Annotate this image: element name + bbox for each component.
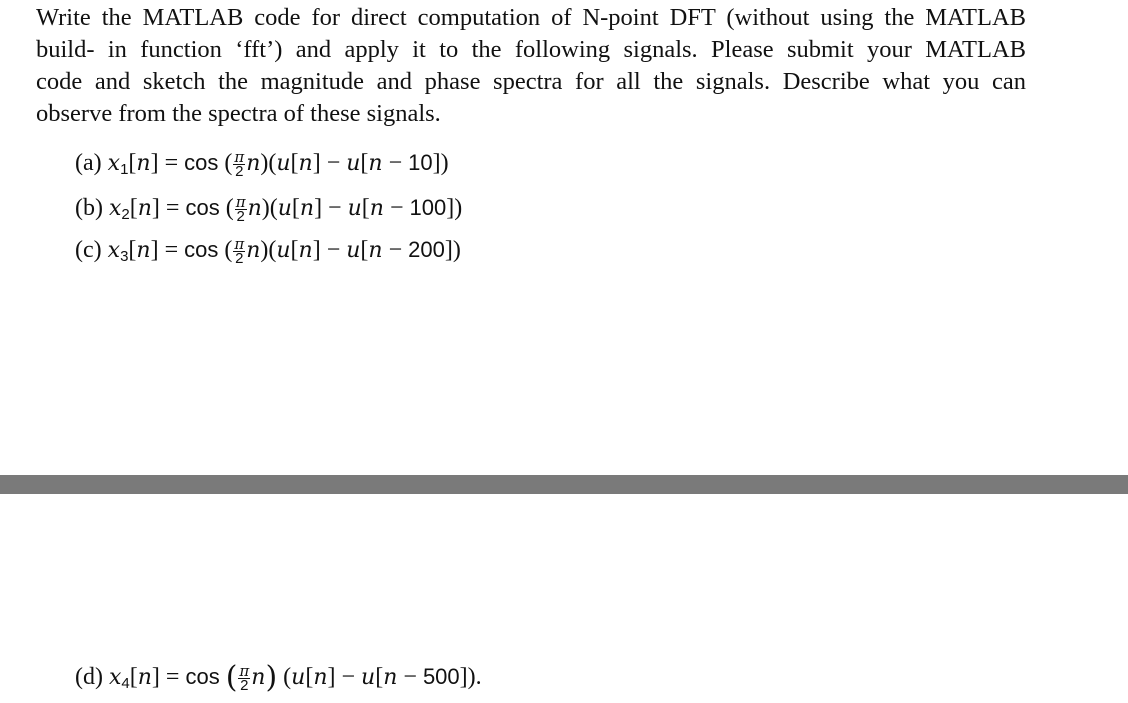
signal-c-label: (c) <box>75 237 102 263</box>
signal-a-equation: (a) $x_1[n] = \cos$ ( $\frac{\pi}{2}$ n)(u[n] − u[n − 10]) <box>75 147 449 180</box>
pi-over-2-fraction: $\frac{\pi}{2}$ <box>234 147 245 180</box>
problem-line-4: observe from the spectra of these signals. <box>36 100 441 127</box>
pi-over-2-fraction: $\frac{\pi}{2}$ <box>234 234 245 267</box>
problem-statement <box>36 2 1026 130</box>
signal-d-equation: (d) $x_4[n] = \cos$ ( $\frac{\pi}{2}$ n) (u[n] − u[n − 500]). <box>75 660 482 695</box>
pi-over-2-fraction: $\frac{\pi}{2}$ <box>235 192 246 225</box>
signal-b-label: (b) <box>75 195 103 221</box>
problem-line-3: code and sketch the magnitude and phase spectra for all the signals. Describe what you can <box>36 68 1026 95</box>
signal-b-equation: (b) $x_2[n] = \cos$ ( $\frac{\pi}{2}$ n)(u[n] − u[n − 100]) <box>75 192 463 225</box>
problem-line-1: Write the MATLAB code for direct computation of N-point DFT (without using the MATLAB <box>36 4 1026 31</box>
page-divider <box>0 475 1128 494</box>
pi-over-2-fraction: $\frac{\pi}{2}$ <box>239 661 250 694</box>
problem-line-2: build- in function ‘fft’) and apply it to the following signals. Please submit your MATLAB <box>36 36 1026 63</box>
signal-c-equation: (c) $x_3[n] = \cos$ ( $\frac{\pi}{2}$ n)(u[n] − u[n − 200]) <box>75 234 461 267</box>
signal-d-label: (d) <box>75 664 103 690</box>
signal-a-label: (a) <box>75 150 102 176</box>
